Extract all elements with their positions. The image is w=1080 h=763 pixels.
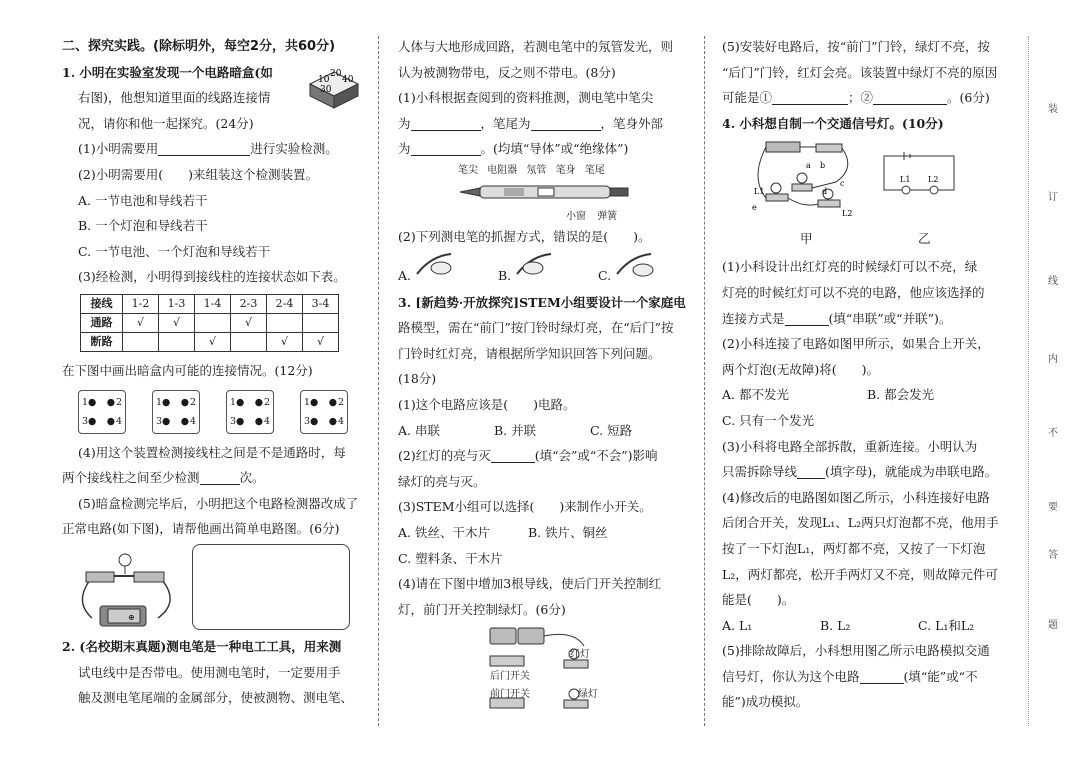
q3-5-text: (5)安装好电路后，按“前门”门铃，绿灯不亮，按 [722, 39, 990, 54]
q4-1-text: (1)小科设计出红灯亮的时候绿灯可以不亮，绿 [722, 259, 978, 275]
table-cell: √ [303, 332, 339, 351]
q4-2-text: 两个灯泡(无故障)将( )。 [722, 361, 880, 377]
grip-options [398, 250, 688, 290]
q4-3-text: (填字母)，就能成为串联电路。 [825, 464, 998, 480]
hand-grip-icon [511, 250, 559, 280]
option-a: A. 一节电池和导线若干 [78, 192, 208, 208]
table-cell [267, 313, 303, 332]
option-b: B. 一个灯泡和导线若干 [78, 218, 208, 234]
q1-1-text: (1)小明需要用 [78, 141, 159, 157]
q4-5-text: (填“能”或“不 [903, 668, 978, 684]
figure-label-yi: 乙 [918, 231, 931, 247]
pen-label: 笔身 [555, 164, 576, 176]
table-row [81, 313, 339, 332]
q4-3-text: (3)小科将电路全部拆散，重新连接。小明认为 [722, 438, 978, 454]
q3-2-text: (填“会”或“不会”)影响 [534, 448, 658, 464]
option-b: B. L₂ [820, 617, 851, 633]
terminal-label: 1 [230, 396, 237, 408]
terminal-label: 1 [156, 396, 163, 408]
binding-char: 装 [1048, 104, 1058, 115]
q2-1-text: ，笔身外部 [600, 115, 664, 131]
column-divider [704, 36, 705, 726]
table-cell: 断路 [81, 332, 123, 351]
q3-4-text: (4)请在下图中增加3根导线，使后门开关控制红 [398, 576, 662, 592]
option-b: B. 都会发光 [867, 387, 935, 403]
q1-line: 右图)，他想知道里面的线路连接情 [78, 90, 271, 106]
hand-grip-icon [611, 250, 659, 280]
binding-char: 内 [1048, 354, 1058, 365]
binding-char: 不 [1048, 428, 1058, 439]
black-box-figure [306, 62, 362, 112]
q2-1-text: ，笔尾为 [480, 115, 531, 131]
q2-line: 触及测电笔尾端的金属部分，使被测物、测电笔、 [78, 690, 354, 706]
answer-blank[interactable] [411, 116, 481, 131]
terminal-label: 30 [320, 84, 332, 95]
terminal-label: 2 [263, 396, 270, 408]
q1-5-text: 正常电路(如下图)，请帮他画出简单电路图。(6分) [62, 521, 340, 537]
answer-blank[interactable] [797, 464, 825, 479]
column-3 [722, 34, 1012, 715]
wire-label: b [820, 161, 826, 171]
table-cell: √ [123, 313, 159, 332]
q3-5-text: 可能是① [722, 90, 773, 106]
q1-5-text: (5)暗盒检测完毕后，小明把这个电路检测器改成了 [78, 495, 359, 511]
circuit-figure-area [62, 542, 362, 634]
binding-line [1028, 36, 1029, 726]
q4-5-text: 信号灯，你认为这个电路 [722, 668, 860, 684]
option-b: B. 并联 [494, 422, 537, 438]
table-row [81, 332, 339, 351]
option-c: C. 一节电池、一个灯泡和导线若干 [78, 243, 271, 259]
terminal-label: 2 [115, 396, 122, 408]
table-cell: 1-4 [195, 294, 231, 313]
q3-5-text: “后门”门铃，红灯会亮。该装置中绿灯不亮的原因 [722, 64, 998, 80]
figure-label: 绿灯 [578, 689, 598, 701]
answer-blank[interactable] [411, 141, 481, 156]
q3-3-text: (3)STEM小组可以选择( )来制作小开关。 [398, 499, 652, 515]
terminal-label: 40 [342, 74, 354, 85]
option-a: A. 铁丝、干木片 [398, 524, 490, 540]
q4-1-text: 连接方式是 [722, 310, 785, 326]
figure-label: 红灯 [570, 649, 590, 661]
figure-label: 后门开关 [490, 671, 530, 683]
drawing-box[interactable]: 1 ● ● 2 3 ● ● 4 [300, 390, 348, 434]
pen-label: 笔尾 [584, 164, 605, 176]
table-cell [195, 313, 231, 332]
q3-5-text: ；② [848, 90, 874, 106]
section-title: 二、探究实践。(除标明外，每空2分，共60分) [62, 39, 336, 54]
option-c: C. 短路 [590, 422, 633, 438]
q1-4-text: (4)用这个装置检测接线柱之间是不是通路时，每 [78, 444, 346, 460]
q1-line: 1. 小明在实验室发现一个电路暗盒(如 [62, 64, 273, 80]
wire-label: c [840, 179, 845, 189]
q2-1-text: 。(均填“导体”或“绝缘体”) [480, 141, 629, 157]
figure-label-jia: 甲 [800, 231, 813, 247]
table-cell: √ [267, 332, 303, 351]
terminal-label: 4 [263, 415, 270, 427]
binding-char: 答 [1048, 550, 1058, 561]
q4-1-text: 灯亮的时候红灯可以不亮的电路，他应该选择的 [722, 284, 985, 300]
q2-line: 人体与大地形成回路，若测电笔中的氖管发光，则 [398, 39, 674, 54]
terminal-label: 3 [304, 415, 311, 427]
q2-line: 试电线中是否带电。使用测电笔时，一定要用手 [78, 664, 341, 680]
column-2 [398, 34, 688, 718]
table-cell [123, 332, 159, 351]
drawing-boxes [78, 390, 362, 434]
terminal-label: 4 [115, 415, 122, 427]
q4-2-text: (2)小科连接了电路如图甲所示，如果合上开关， [722, 336, 990, 352]
terminal-label: 3 [156, 415, 163, 427]
q4-4-text: 能是( )。 [722, 592, 795, 608]
option-a: A. 串联 [398, 422, 440, 438]
pen-label: 弹簧 [597, 210, 618, 222]
option-b: B. 铁片、铜丝 [528, 524, 608, 540]
table-cell: 3-4 [303, 294, 339, 313]
grip-option-a[interactable] [398, 250, 498, 289]
table-cell: 2-4 [267, 294, 303, 313]
q3-line: 路模型，需在“前门”按门铃时绿灯亮，在“后门”按 [398, 320, 674, 336]
terminal-label: 1 [82, 396, 89, 408]
terminal-label: 1 [304, 396, 311, 408]
drawing-box[interactable]: 1 ● ● 2 3 ● ● 4 [226, 390, 274, 434]
circuit-yi-drawing [880, 152, 960, 196]
table-cell [303, 313, 339, 332]
q3-line: 3. [新趋势·开放探究]STEM小组要设计一个家庭电 [398, 294, 686, 310]
column-1 [62, 34, 362, 711]
q4-4-text: 后闭合开关，发现L₁、L₂两只灯泡都不亮，他用手 [722, 515, 999, 531]
svg-text:⊕: ⊕ [128, 612, 135, 622]
q4-4-text: 按了一下灯泡L₁，两灯都不亮，又按了一下灯泡 [722, 540, 986, 556]
pen-label: 电阻器 [487, 164, 518, 176]
lamp-label: L1 [900, 175, 911, 185]
table-cell: 1-2 [123, 294, 159, 313]
table-cell [231, 332, 267, 351]
q2-1-text: 为 [398, 115, 411, 131]
drawing-box[interactable]: 1 ● ● 2 3 ● ● 4 [78, 390, 126, 434]
pen-label: 笔尖 [458, 164, 478, 176]
q1-2-text: (2)小明需要用( )来组装这个检测装置。 [78, 166, 318, 182]
lamp-label: L1 [754, 187, 765, 197]
q2-line: 2. (名校期末真题)测电笔是一种电工工具，用来测 [62, 638, 342, 654]
q3-line: (18分) [398, 371, 437, 387]
test-pen-figure [398, 162, 688, 224]
wire-label: a [806, 161, 811, 171]
grip-label: B. [498, 267, 512, 283]
terminal-label: 10 [318, 74, 330, 85]
table-cell: √ [195, 332, 231, 351]
grip-label: C. [598, 267, 612, 283]
q2-line: 认为被测物带电，反之则不带电。(8分) [398, 64, 616, 80]
binding-char: 要 [1048, 502, 1058, 513]
terminal-label: 3 [230, 415, 237, 427]
table-cell: 2-3 [231, 294, 267, 313]
answer-blank[interactable] [491, 448, 535, 463]
q1-4-text: 次。 [239, 470, 265, 486]
grip-option-c[interactable] [598, 250, 688, 289]
table-cell: 通路 [81, 313, 123, 332]
grip-option-b[interactable] [498, 250, 598, 289]
q3-2-text: (2)红灯的亮与灭 [398, 448, 491, 464]
q3-5-text: 。(6分) [947, 90, 990, 106]
option-c: C. 只有一个发光 [722, 412, 815, 428]
q2-1-text: 为 [398, 141, 411, 157]
q3-4-text: 灯，前门开关控制绿灯。(6分) [398, 601, 566, 617]
pen-label: 小窗 [566, 210, 586, 222]
lamp-label: L2 [842, 209, 853, 219]
answer-blank[interactable] [772, 90, 848, 105]
table-cell: √ [159, 313, 195, 332]
q1-1-text: 进行实验检测。 [250, 141, 338, 157]
table-cell: 接线 [81, 294, 123, 313]
terminal-label: 3 [82, 415, 89, 427]
q1-4-text: 两个接线柱之间至少检测 [62, 470, 200, 486]
wire-label: d [822, 187, 828, 197]
answer-blank[interactable] [531, 116, 601, 131]
column-divider [378, 36, 379, 726]
answer-blank[interactable] [785, 311, 829, 326]
terminal-label: 20 [330, 68, 342, 79]
table-cell: √ [231, 313, 267, 332]
q4-5-text: (5)排除故障后，小科想用图乙所示电路模拟交通 [722, 643, 990, 659]
lamp-label: L2 [928, 175, 939, 185]
traffic-light-figures [722, 136, 1012, 254]
terminal-label: 4 [337, 415, 344, 427]
binding-char: 订 [1048, 192, 1058, 203]
hand-grip-icon [411, 250, 459, 280]
binding-char: 线 [1048, 276, 1058, 287]
q4-1-text: (填“串联”或“并联”)。 [828, 310, 952, 326]
q1-3b-text: 在下图中画出暗盒内可能的连接情况。(12分) [62, 362, 313, 378]
q2-2-text: (2)下列测电笔的抓握方式，错误的是( )。 [398, 228, 651, 244]
table-cell [159, 332, 195, 351]
pen-label: 氖管 [526, 164, 547, 176]
drawing-box[interactable]: 1 ● ● 2 3 ● ● 4 [152, 390, 200, 434]
q4-3-text: 只需拆除导线 [722, 464, 798, 480]
option-c: C. 塑料条、干木片 [398, 550, 503, 566]
circuit-jia-drawing [746, 138, 866, 234]
option-a: A. L₁ [722, 617, 753, 633]
q4-line: 4. 小科想自制一个交通信号灯。(10分) [722, 115, 944, 131]
q2-1-text: (1)小科根据查阅到的资料推测，测电笔中笔尖 [398, 90, 654, 106]
option-c: C. L₁和L₂ [918, 617, 975, 633]
q1-3-text: (3)经检测，小明得到接线柱的连接状态如下表。 [78, 269, 346, 285]
figure-label: 前门开关 [490, 689, 530, 701]
table-header-row [81, 294, 339, 313]
wire-label: e [752, 203, 757, 213]
doorbell-circuit-figure[interactable] [398, 622, 688, 718]
q4-4-text: L₂，两灯都亮，松开手两灯又不亮，则故障元件可 [722, 566, 998, 582]
terminal-label: 2 [189, 396, 196, 408]
answer-blank[interactable] [200, 470, 240, 485]
answer-blank[interactable] [873, 90, 947, 105]
grip-label: A. [398, 267, 412, 283]
binding-char: 题 [1048, 620, 1058, 631]
real-circuit-figure [70, 546, 180, 628]
answer-blank[interactable] [158, 141, 250, 156]
option-a: A. 都不发光 [722, 387, 789, 403]
q3-2-text: 绿灯的亮与灭。 [398, 473, 486, 489]
q3-line: 门铃时红灯亮，请根据所学知识回答下列问题。 [398, 345, 661, 361]
q4-4-text: (4)修改后的电路图如图乙所示，小科连接好电路 [722, 489, 990, 505]
answer-drawing-box[interactable] [192, 544, 350, 630]
q3-1-text: (1)这个电路应该是( )电路。 [398, 396, 576, 412]
table-cell: 1-3 [159, 294, 195, 313]
terminal-label: 4 [189, 415, 196, 427]
terminal-label: 2 [337, 396, 344, 408]
answer-blank[interactable] [860, 669, 904, 684]
connection-table [80, 294, 339, 352]
q1-line: 况，请你和他一起探究。(24分) [78, 115, 254, 131]
q4-5-text: 能”)成功模拟。 [722, 694, 809, 710]
